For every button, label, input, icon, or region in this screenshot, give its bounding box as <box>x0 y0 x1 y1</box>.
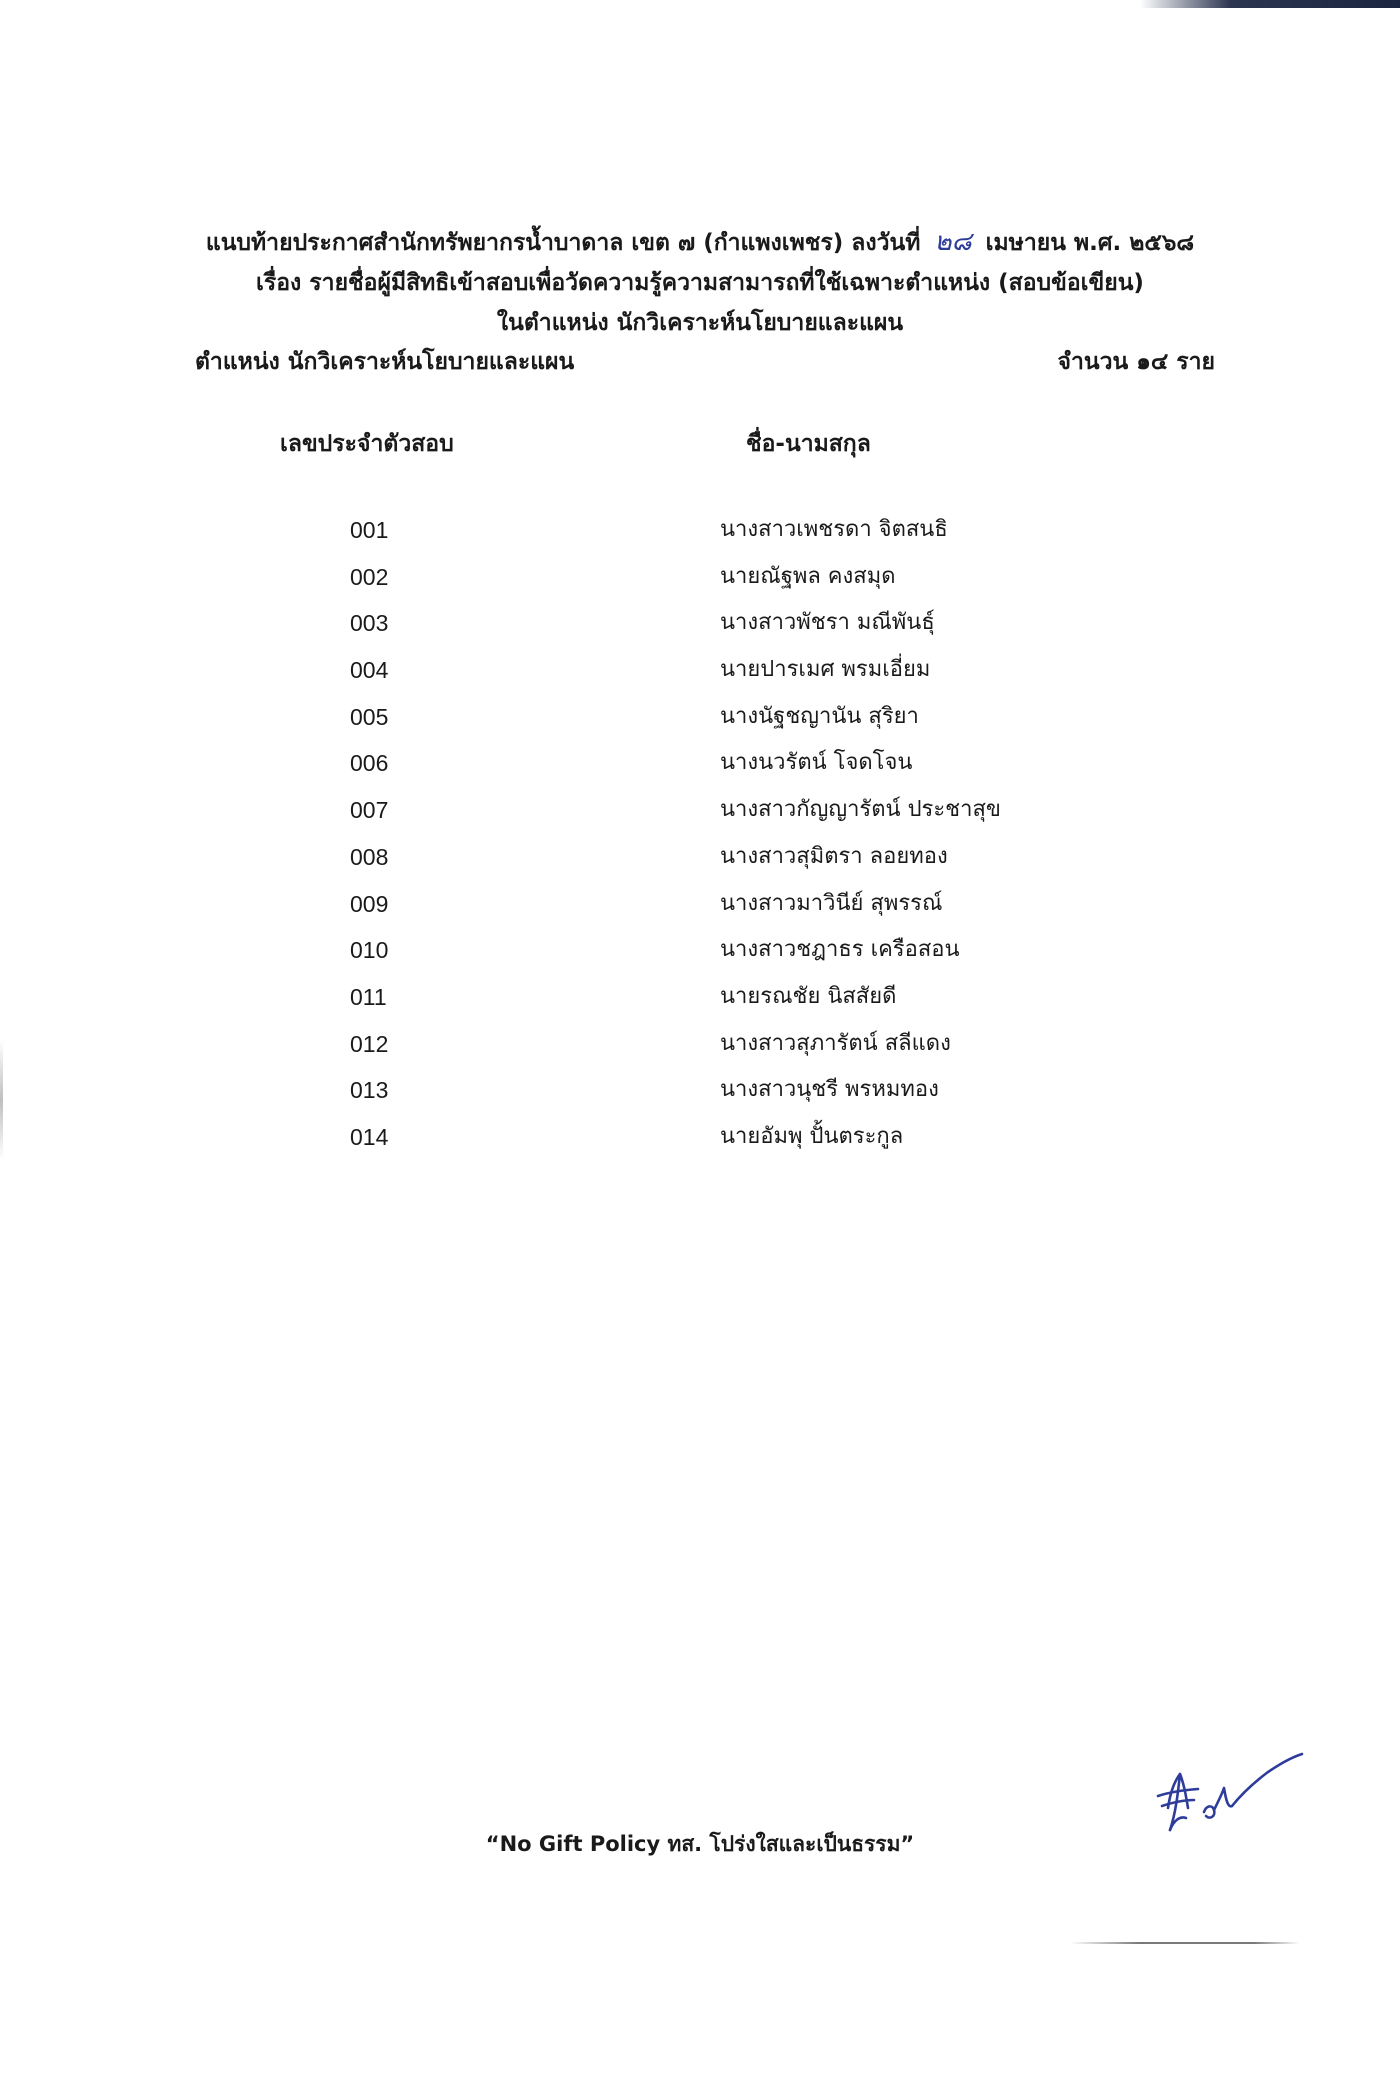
candidate-name: นายณัฐพล คงสมุด <box>720 563 896 589</box>
exam-id: 014 <box>350 1123 389 1150</box>
no-gift-policy-quote: “No Gift Policy ทส. โปร่งใสและเป็นธรรม” <box>485 1832 915 1856</box>
roster-row <box>0 790 1400 837</box>
roster-row <box>0 1117 1400 1164</box>
roster-row <box>0 557 1400 604</box>
roster-row <box>0 884 1400 931</box>
exam-id: 009 <box>350 890 389 917</box>
candidate-name: นางสาวมาวินีย์ สุพรรณ์ <box>720 890 943 916</box>
candidate-roster <box>0 510 1400 1164</box>
candidate-name: นางสาวกัญญารัตน์ ประชาสุข <box>720 797 1001 823</box>
roster-row <box>0 837 1400 884</box>
roster-row <box>0 1024 1400 1071</box>
exam-id: 002 <box>350 563 389 590</box>
candidate-count: จำนวน ๑๔ ราย <box>1057 349 1215 375</box>
exam-id: 007 <box>350 797 389 824</box>
scan-edge-top <box>1140 0 1400 8</box>
column-header-id: เลขประจำตัวสอบ <box>280 431 454 457</box>
column-header-name: ชื่อ-นามสกุล <box>746 431 871 457</box>
candidate-name: นางสาวสุมิตรา ลอยทอง <box>720 843 948 869</box>
candidate-name: นางสาวพัชรา มณีพันธุ์ <box>720 610 935 636</box>
column-headers <box>0 424 1400 464</box>
candidate-name: นางสาวเพชรดา จิตสนธิ <box>720 517 948 542</box>
roster-row <box>0 603 1400 650</box>
exam-id: 008 <box>350 843 389 870</box>
exam-id: 001 <box>350 517 389 543</box>
candidate-name: นางนวรัตน์ โจดโจน <box>720 750 913 776</box>
header-line-1-before-date: แนบท้ายประกาศสำนักทรัพยากรน้ำบาดาล เขต ๗ (กำแพงเพชร) ลงวันที่ <box>205 230 921 256</box>
header-line-3: ในตำแหน่ง นักวิเคราะห์นโยบายและแผน <box>496 310 904 336</box>
handwritten-date: ๒๘ <box>934 227 972 257</box>
exam-id: 004 <box>350 657 389 684</box>
exam-id: 006 <box>350 750 389 777</box>
exam-id: 010 <box>350 937 389 964</box>
roster-row <box>0 930 1400 977</box>
candidate-name: นางสาวสุภารัตน์ สลีแดง <box>720 1030 951 1056</box>
candidate-name: นางสาวนุชรี พรหมทอง <box>720 1077 939 1103</box>
exam-id: 013 <box>350 1077 389 1104</box>
candidate-name: นายรณชัย นิสสัยดี <box>720 983 897 1009</box>
roster-row <box>0 1070 1400 1117</box>
header-line-1 <box>0 222 1400 263</box>
roster-row <box>0 697 1400 744</box>
candidate-name: นายอัมพุ ปั้นตระกูล <box>720 1123 904 1149</box>
handwritten-signature <box>1140 1722 1310 1852</box>
roster-row <box>0 977 1400 1024</box>
roster-row <box>0 510 1400 557</box>
scan-line-bottom <box>1070 1942 1300 1944</box>
header-line-2: เรื่อง รายชื่อผู้มีสิทธิเข้าสอบเพื่อวัดความรู้ความสามารถที่ใช้เฉพาะตำแหน่ง (สอบข้อเขียน) <box>256 270 1144 296</box>
position-label: ตำแหน่ง นักวิเคราะห์นโยบายและแผน <box>195 349 575 375</box>
candidate-name: นางสาวชฎาธร เครือสอน <box>720 937 960 963</box>
candidate-name: นางนัฐชญานัน สุริยา <box>720 703 919 729</box>
roster-row <box>0 743 1400 790</box>
position-row <box>195 342 1215 382</box>
exam-id: 003 <box>350 610 389 637</box>
exam-id: 012 <box>350 1030 389 1057</box>
header-line-1-after-date: เมษายน พ.ศ. ๒๕๖๘ <box>985 230 1195 256</box>
roster-row <box>0 650 1400 697</box>
document-header <box>0 222 1400 343</box>
candidate-name: นายปารเมศ พรมเอี่ยม <box>720 657 931 683</box>
exam-id: 011 <box>350 983 387 1010</box>
exam-id: 005 <box>350 703 389 730</box>
